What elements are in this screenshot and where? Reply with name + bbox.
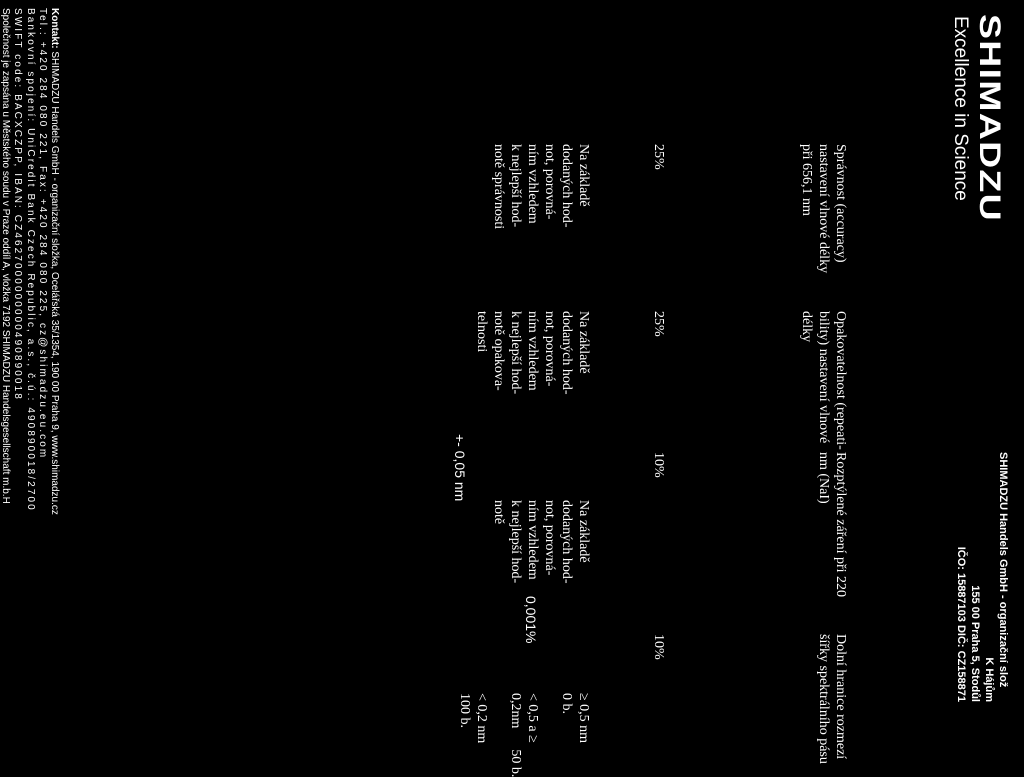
- row-2-method: Na základě dodaných hod- not, porovná- ním vzhledem k nejlepší hod- notě opakova- telnosti: [474, 311, 591, 395]
- row-4-method: ≥ 0,5 nm 0 b. < 0,5 a ≥ 0,2nm 50 b. < 0,2 nm 100 b.: [457, 693, 591, 777]
- row-3-parameter: Rozptýlené záření při 220 nm (NaI): [816, 452, 848, 598]
- row-3-weight: 10%: [651, 452, 666, 478]
- contact-footer: [0, 8, 60, 708]
- contact-line-1: [48, 8, 60, 708]
- row-2-weight: 25%: [651, 311, 666, 337]
- row-1-parameter: Správnost (accuracy) nastavení vlnové délky při 656,1 nm: [799, 144, 848, 274]
- contact-line-3: Bankovní spojení: UniCredit Bank Czech Republic, a.s., č.ú.: 490890018/2700: [24, 8, 36, 512]
- brand-tagline: Excellence in Science: [950, 16, 971, 201]
- row-3-value: 0,001%: [523, 596, 539, 644]
- contact-label: Kontakt:: [49, 8, 60, 49]
- brand-logo: SHIMADZU: [973, 14, 1006, 222]
- company-ids: IČO: 15887103 DIČ: CZ158871: [955, 546, 967, 702]
- contact-line-2: Tel.: +420 284 080 221, Fax: +420 284 080 225, cz@shimadzu.eu.com: [36, 8, 48, 460]
- company-street: K Hájům: [983, 657, 995, 702]
- row-3-method: Na základě dodaných hod- not, porovná- ním vzhledem k nejlepší hod- notě: [491, 500, 591, 584]
- contact-address: SHIMADZU Handels GmbH - organizační složka, Ocelářská 35/1354, 190 00 Praha 9, www.shimadzu.cz: [49, 51, 60, 515]
- company-name: SHIMADZU Handels GmbH - organizační slož: [997, 452, 1009, 688]
- row-4-weight: 10%: [651, 634, 666, 660]
- contact-line-5: Společnost je zapsána u Městského soudu v Praze oddíl A, vložka 7192 SHIMADZU Handelsgesellschaft m.b.H: [0, 8, 12, 504]
- row-1-weight: 25%: [651, 144, 666, 170]
- row-2-value: +- 0,05 nm: [452, 434, 468, 502]
- row-4-parameter: Dolní hranice rozmezí šířky spektrálního pásu: [816, 634, 848, 764]
- company-address-block: [954, 452, 1010, 702]
- contact-line-4: SWIFT code: BACXCZPP, IBAN: CZ4627000000000490890018: [12, 8, 24, 401]
- row-2-parameter: Opakovatelnost (repeati- bility) nastavení vlnové délky: [799, 311, 848, 450]
- company-city: 155 00 Praha 5, Stodůl: [969, 585, 981, 702]
- row-1-method: Na základě dodaných hod- not, porovná- ním vzhledem k nejlepší hod- notě správnosti: [491, 144, 591, 230]
